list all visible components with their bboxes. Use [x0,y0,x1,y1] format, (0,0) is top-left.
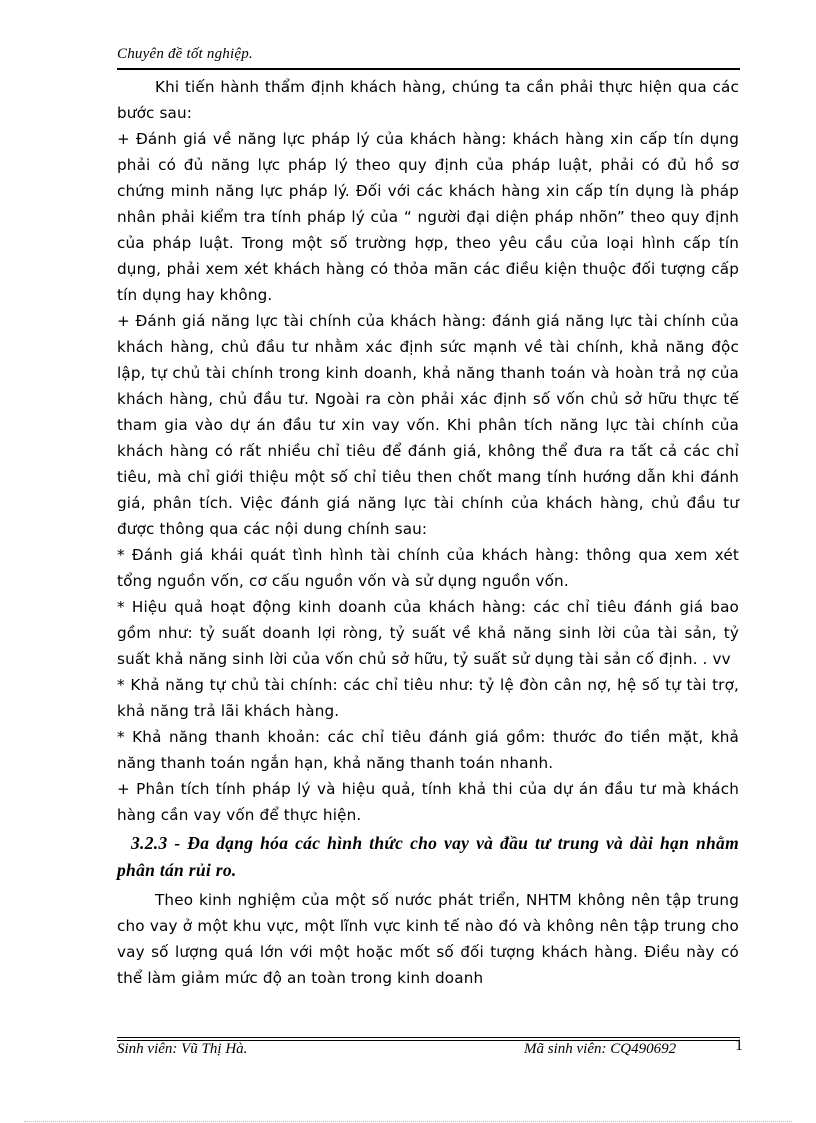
page-header: Chuyên đề tốt nghiệp. [117,46,253,62]
student-name: Sinh viên: Vũ Thị Hà. [117,1041,248,1057]
overview-paragraph: * Đánh giá khái quát tình hình tài chính của khách hàng: thông qua xem xét tổng nguồn vốn, cơ cấu nguồn vốn và sử dụng nguồn vốn. [117,546,739,590]
financial-capacity-paragraph: + Đánh giá năng lực tài chính của khách hàng: đánh giá năng lực tài chính của khách hàng, chủ đầu tư nhằm xác định sức mạnh về tài chính, khả năng độc lập, tự chủ tài chính trong kinh doanh, khả năng thanh toán và hoàn trả nợ của khách hàng, chủ đầu tư. Ngoài ra còn phải xác định số vốn chủ sở hữu thực tế tham gia vào dự án đầu tư xin vay vốn. Khi phân tích năng lực tài chính của khách hàng có rất nhiều chỉ tiêu để đánh giá, không thể đưa ra tất cả các chỉ tiêu, mà chỉ giới thiệu một số chỉ tiêu then chốt mang tính hướng dẫn khi đánh giá, phân tích. Việc đánh giá năng lực tài chính của khách hàng, chủ đầu tư được thông qua các nội dung chính sau: [117,312,739,538]
footer-rule [117,1037,740,1038]
liquidity-paragraph: * Khả năng thanh khoản: các chỉ tiêu đánh giá gồm: thước đo tiền mặt, khả năng thanh toán ngắn hạn, khả năng thanh toán nhanh. [117,728,739,772]
efficiency-paragraph: * Hiệu quả hoạt động kinh doanh của khách hàng: các chỉ tiêu đánh giá bao gồm như: tỷ suất doanh lợi ròng, tỷ suất về khả năng sinh lời của tài sản, tỷ suất khả năng sinh lời của vốn chủ sở hữu, tỷ suất sử dụng tài sản cố định. . vv [117,598,739,668]
section-paragraph: Theo kinh nghiệm của một số nước phát triển, NHTM không nên tập trung cho vay ở một khu vực, một lĩnh vực kinh tế nào đó và không nên tập trung cho vay số lượng quá lớn với một hoặc mốt số đối tượng khách hàng. Điều này có thể làm giảm mức độ an toàn trong kinh doanh [117,891,739,987]
project-analysis-paragraph: + Phân tích tính pháp lý và hiệu quả, tính khả thi của dự án đầu tư mà khách hàng cần vay vốn để thực hiện. [117,780,739,824]
student-id: Mã sinh viên: CQ490692 [524,1041,677,1057]
header-rule [117,68,740,70]
page-number: 1 [735,1037,743,1054]
autonomy-paragraph: * Khả năng tự chủ tài chính: các chỉ tiêu như: tỷ lệ đòn cân nợ, hệ số tự tài trợ, khả năng trả lãi khách hàng. [117,676,739,720]
document-body [117,74,739,991]
legal-capacity-paragraph: + Đánh giá về năng lực pháp lý của khách hàng: khách hàng xin cấp tín dụng phải có đủ năng lực pháp lý theo quy định của pháp luật, phải có đủ hồ sơ chứng minh năng lực pháp lý. Đối với các khách hàng xin cấp tín dụng là pháp nhân phải kiểm tra tính pháp lý của “ người đại diện pháp nhõn” theo quy định của pháp luật. Trong một số trường hợp, theo yêu cầu của loại hình cấp tín dụng, phải xem xét khách hàng có thỏa mãn các điều kiện thuộc đối tượng cấp tín dụng hay không. [117,130,739,304]
section-heading: 3.2.3 - Đa dạng hóa các hình thức cho vay và đầu tư trung và dài hạn nhằm phân tán rủi ro. [117,833,739,880]
page-edge-divider [24,1121,792,1122]
intro-paragraph: Khi tiến hành thẩm định khách hàng, chúng ta cần phải thực hiện qua các bước sau: [117,78,739,122]
